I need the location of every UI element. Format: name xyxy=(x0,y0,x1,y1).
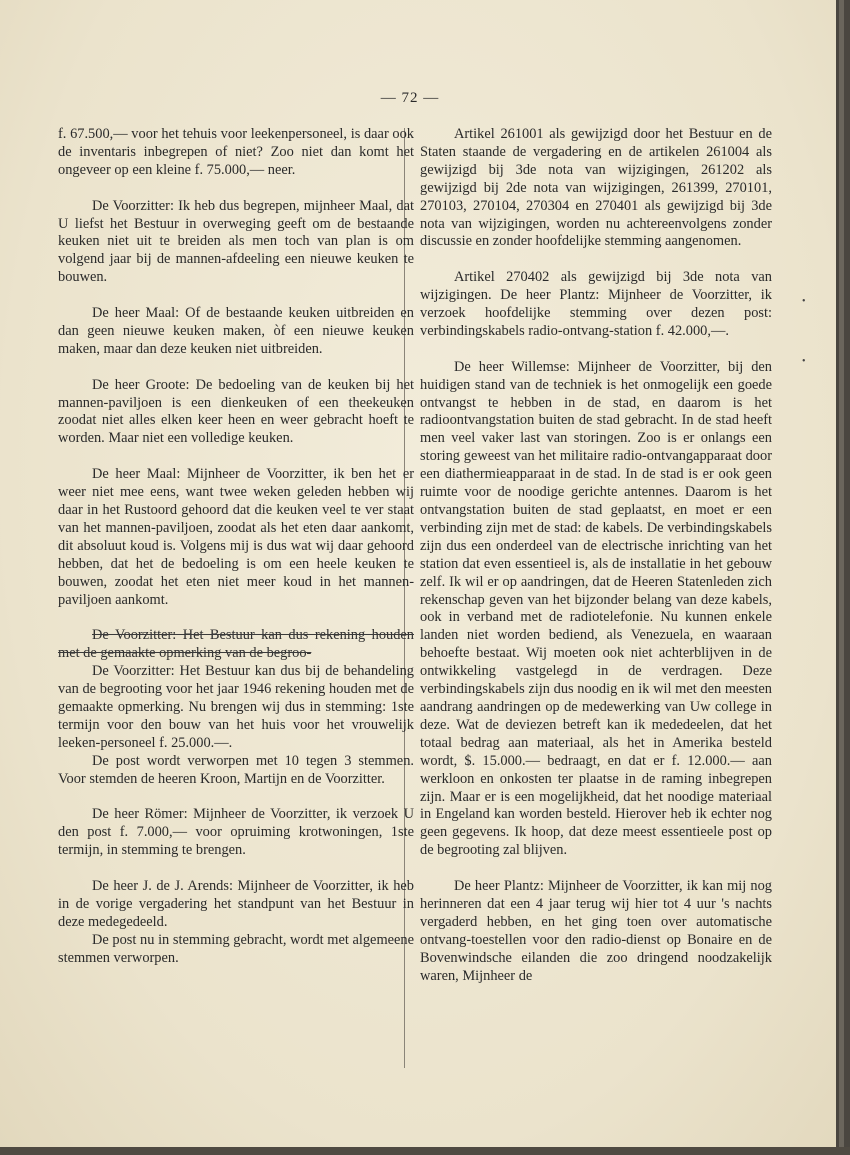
paragraph: De Voorzitter: Het Bestuur kan dus bij de behandeling van de begrooting voor het jaar 1946 rekening houden met de gemaakte opmerking. Nu brengen wij dus in stemming: 1ste termijn voor den bouw van het huis voor het vrouwelijk leeken-personeel f. 25.000.—. xyxy=(58,663,414,751)
page-number: — 72 — xyxy=(380,90,440,106)
paragraph: De post wordt verworpen met 10 tegen 3 stemmen. Voor stemden de heeren Kroon, Martijn en de Voorzitter. xyxy=(58,752,414,787)
paragraph: De heer Willemse: Mijnheer de Voorzitter, bij den huidigen stand van de techniek is het onmogelijk een goede ontvangst te hebben in de stad, en daarom is het radioontvangstation buiten de stad gebracht. In de stad heeft men veel vaker last van storingen. Zoo is er onlangs een storing geweest van het militaire radio-ontvangapparaat door een diathermieapparaat in de stad. In de stad is er ook geen ruimte voor de noodige gerichte antennes. Daarom is het ontvangstation buiten de stad geplaatst, en moet er een verbinding zijn met de stad: de kabels. De verbindingskabels zijn dus een onderdeel van de electrische inrichting van het station dat even essentieel is, als de installatie in het gebouw zelf. Ik wil er op aandringen, dat de Heeren Statenleden zich rekenschap geven van het bijzonder belang van deze kabels, ook in verband met de radiotelefonie. Nu kunnen enkele landen niet worden bediend, als Venezuela, en waaraan behoefte bestaat. Wij moeten ook niet achterblijven in de ontwikkeling vastgelegd in de verdragen. Deze verbindingskabels zijn dus noodig en ik wil met den meesten aandrang aandringen op de medewerking van Uw college in deze. Wat de deviezen betreft kan ik mededeelen, dat het totaal bedrag aan materiaal, als het in Amerika besteld wordt, $. 15.000.— bedraagt, en dat er f. 12.000.— aan werkloon en onkosten ter plaatse in de raming inbegrepen zijn. Maar er is een mogelijkheid, dat het noodige materiaal in Engeland kan worden besteld. Hierover heb ik echter nog geen gegevens. Ik hoop, dat deze meest essentieele post op de begrooting zal blijven. xyxy=(420,358,772,859)
paragraph: De heer Maal: Mijnheer de Voorzitter, ik ben het er weer niet mee eens, want twee weken geleden hebben wij daar in het Rustoord gehoord dat die keuken veel te ver staat van het mannen-paviljoen, zoodat als het eten daar aankomt, dit absoluut koud is. Volgens mij is dus wat wij daar gehoord hebben, dat het de bedoeling is om een heele keuken te bouwen, zoodat het eten niet meer koud in het mannen-paviljoen aankomt. xyxy=(58,466,414,608)
scan-edge-right xyxy=(836,0,850,1155)
left-column xyxy=(58,126,414,985)
paragraph: De post nu in stemming gebracht, wordt met algemeene stemmen verworpen. xyxy=(58,931,414,966)
paragraph: De heer J. de J. Arends: Mijnheer de Voorzitter, ik heb in de vorige vergadering het standpunt van het Bestuur in deze medegedeeld. xyxy=(58,877,414,930)
margin-dot: • xyxy=(802,356,806,367)
paragraph: De heer Groote: De bedoeling van de keuken bij het mannen-paviljoen is een dienkeuken of een theekeuken zoodat niet alles elken keer heen en weer gebracht hoeft te worden. Maar niet een volledige keuken. xyxy=(58,376,414,447)
paragraph: De heer Plantz: Mijnheer de Voorzitter, ik kan mij nog herinneren dat een 4 jaar terug wij hier tot 4 uur 's nachts vergaderd hebben, en het ging toen over automatische ontvang-toestellen voor den radio-dienst op Bonaire en de Bovenwindsche eilanden die zoo dringend noodzakelijk waren, Mijnheer de xyxy=(420,878,772,984)
paragraph: De Voorzitter: Ik heb dus begrepen, mijnheer Maal, dat U liefst het Bestuur in overweging geeft om de bestaande keuken niet uit te breiden als men toch van plan is om volgend jaar bij de mannen-afdeeling een nieuwe keuken te bouwen. xyxy=(58,197,414,286)
struck-paragraph: De Voorzitter: Het Bestuur kan dus rekening houden met de gemaakte opmerking van de begroo- xyxy=(58,627,414,662)
paragraph: De heer Maal: Of de bestaande keuken uitbreiden en dan geen nieuwe keuken maken, òf een nieuwe keuken maken, maar dan deze keuken niet uitbreiden. xyxy=(58,305,414,357)
paragraph: Artikel 261001 als gewijzigd door het Bestuur en de Staten staande de vergadering en de artikelen 261004 als gewijzigd bij 3de nota van wijzigingen, 261202 als gewijzigd bij 2de nota van wijzigingen, 261399, 270101, 270103, 270104, 270304 en 270401 als gewijzigd bij 3de nota van wijzigingen, worden nu achtereenvolgens zonder discussie en zonder hoofdelijke stemming aangenomen. xyxy=(420,126,772,250)
right-column xyxy=(420,126,772,1003)
margin-dot: • xyxy=(802,296,806,307)
paragraph: Artikel 270402 als gewijzigd bij 3de nota van wijzigingen. De heer Plantz: Mijnheer de Voorzitter, ik verzoek hoofdelijke stemming over dezen post: verbindingskabels radio-ontvang-station f. 42.000,—. xyxy=(420,269,772,339)
paragraph: De heer Römer: Mijnheer de Voorzitter, ik verzoek U den post f. 7.000,— voor opruiming krotwoningen, 1ste termijn, in stemming te brengen. xyxy=(58,806,414,859)
paragraph: f. 67.500,— voor het tehuis voor leekenpersoneel, is daar ook de inventaris inbegrepen of niet? Zoo niet dan komt het ongeveer op een kleine f. 75.000,— neer. xyxy=(58,126,414,178)
scan-edge-bottom xyxy=(0,1147,850,1155)
